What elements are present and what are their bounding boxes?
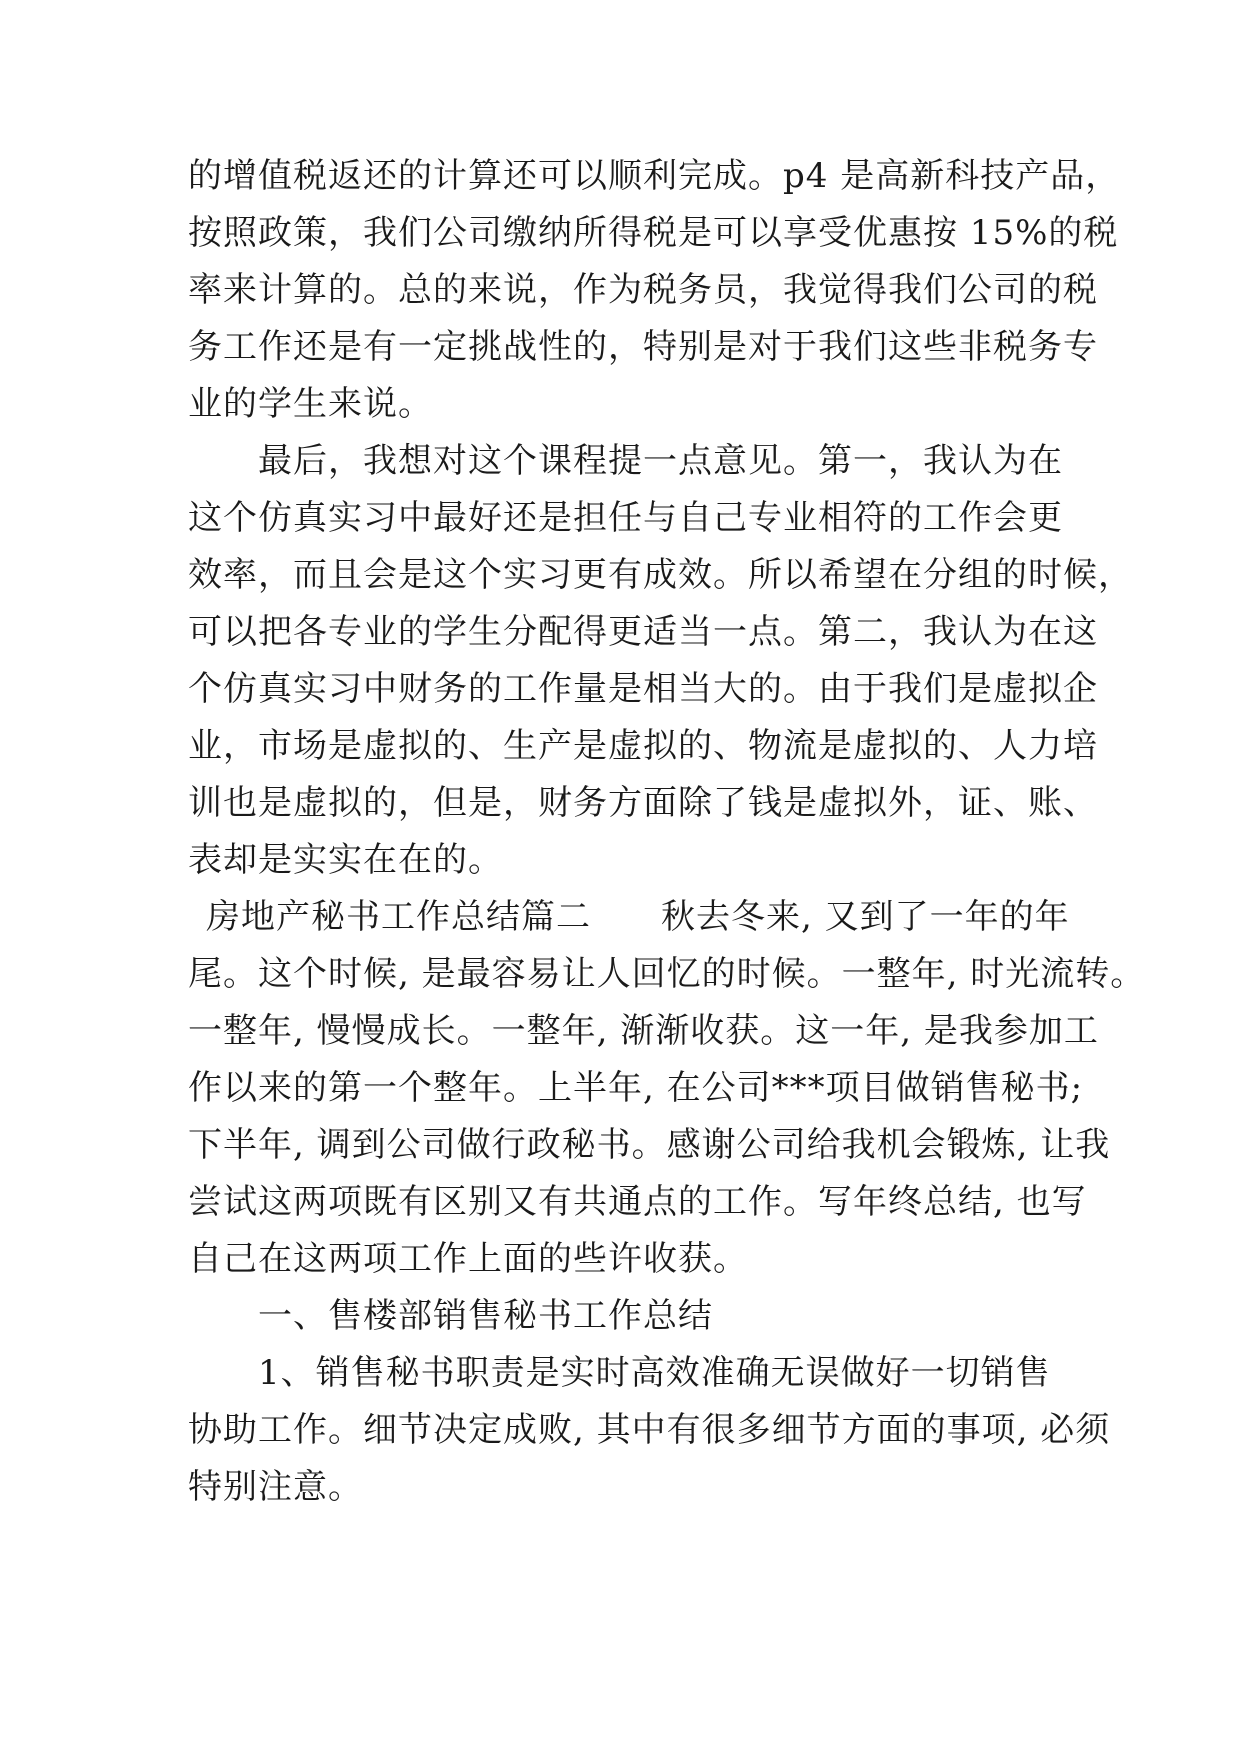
body-text: [188, 0, 1146, 1754]
text-line: 一整年, 慢慢成长。一整年, 渐渐收获。这一年, 是我参加工: [188, 1011, 1099, 1051]
text-line: 可以把各专业的学生分配得更适当一点。第二，我认为在这: [188, 612, 1098, 652]
text-line: 尾。这个时候, 是最容易让人回忆的时候。一整年, 时光流转。: [188, 954, 1146, 994]
text-line: 下半年, 调到公司做行政秘书。感谢公司给我机会锻炼, 让我: [188, 1125, 1111, 1165]
section-heading-line: 房地产秘书工作总结篇二 秋去冬来, 又到了一年的年: [206, 897, 1070, 937]
text-line: 的增值税返还的计算还可以顺利完成。p4 是高新科技产品，: [188, 156, 1121, 196]
numbered-item-line: 1、销售秘书职责是实时高效准确无误做好一切销售: [258, 1353, 1051, 1393]
subheading-line: 一、售楼部销售秘书工作总结: [258, 1296, 713, 1336]
text-line: 率来计算的。总的来说，作为税务员，我觉得我们公司的税: [188, 270, 1098, 310]
text-line: 按照政策，我们公司缴纳所得税是可以享受优惠按 15%的税: [188, 213, 1119, 253]
text-line: 尝试这两项既有区别又有共通点的工作。写年终总结, 也写: [188, 1182, 1087, 1222]
text-line: 协助工作。细节决定成败, 其中有很多细节方面的事项, 必须: [188, 1410, 1111, 1450]
text-line: 业的学生来说。: [188, 384, 433, 424]
text-line: 训也是虚拟的，但是，财务方面除了钱是虚拟外，证、账、: [188, 783, 1098, 823]
text-line: 这个仿真实习中最好还是担任与自己专业相符的工作会更: [188, 498, 1063, 538]
text-line: 效率，而且会是这个实习更有成效。所以希望在分组的时候，: [188, 555, 1133, 595]
text-line: 务工作还是有一定挑战性的，特别是对于我们这些非税务专: [188, 327, 1098, 367]
text-line: 表却是实实在在的。: [188, 840, 503, 880]
text-line: 业，市场是虚拟的、生产是虚拟的、物流是虚拟的、人力培: [188, 726, 1098, 766]
paragraph-start-line: 最后，我想对这个课程提一点意见。第一，我认为在: [258, 441, 1063, 481]
text-line: 特别注意。: [188, 1467, 363, 1507]
text-line: 个仿真实习中财务的工作量是相当大的。由于我们是虚拟企: [188, 669, 1098, 709]
text-line: 作以来的第一个整年。上半年, 在公司***项目做销售秘书;: [188, 1068, 1084, 1108]
text-line: 自己在这两项工作上面的些许收获。: [188, 1239, 748, 1279]
